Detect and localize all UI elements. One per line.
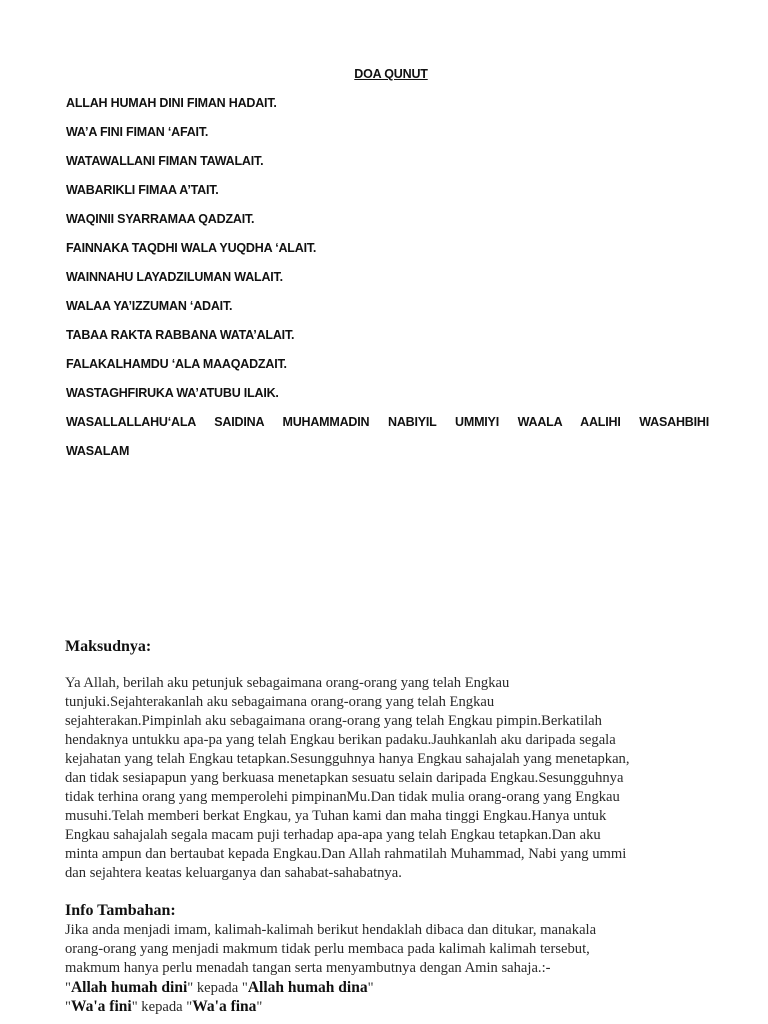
maksudnya-line: Ya Allah, berilah aku petunjuk sebagaimana orang-orang yang telah Engkau (65, 675, 510, 691)
swap-text: " (65, 980, 71, 996)
maksudnya-line: kejahatan yang telah Engkau tetapkan.Sesungguhnya hanya Engkau sahajalah yang menetapkan, (65, 751, 630, 767)
doa-line: WAQINII SYARRAMAA QADZAIT. (66, 212, 255, 226)
info-line: makmum hanya perlu menadah tangan serta menyambutnya dengan Amin sahaja.:- (65, 960, 551, 976)
doa-line: FAINNAKA TAQDHI WALA YUQDHA ‘ALAIT. (66, 241, 317, 255)
swap-text: " (65, 999, 71, 1015)
doa-line: FALAKALHAMDU ‘ALA MAAQADZAIT. (66, 357, 287, 371)
info-heading: Info Tambahan: (65, 902, 176, 919)
swap-text: " kepada " (131, 999, 193, 1015)
maksudnya-heading: Maksudnya: (65, 638, 152, 655)
swap-phrase: Wa'a fini (70, 998, 132, 1015)
doa-line: WASTAGHFIRUKA WA’ATUBU ILAIK. (66, 386, 279, 400)
swap-line (65, 979, 374, 997)
maksudnya-line: dan sejahtera keatas keluarganya dan sahabat-sahabatnya. (65, 865, 402, 881)
swap-line (65, 998, 262, 1016)
maksudnya-line: Engkau sahajalah segala macam puji terhadap apa-apa yang telah Engkau tetapkan.Dan aku (65, 827, 601, 843)
maksudnya-line: hendaknya untukku apa-pa yang telah Engkau berikan padaku.Jauhkanlah aku daripada segala (65, 732, 616, 748)
swap-phrase: Wa'a fina (192, 998, 257, 1015)
doa-line: WA’A FINI FIMAN ‘AFAIT. (66, 125, 209, 139)
swap-phrase: Allah humah dini (70, 979, 188, 996)
maksudnya-line: tidak terhina orang yang memperolehi pimpinanMu.Dan tidak mulia orang-orang yang Engkau (65, 789, 620, 805)
maksudnya-line: musuhi.Telah memberi berkat Engkau, ya Tuhan kami dan maha tinggi Engkau.Hanya untuk (65, 808, 607, 824)
doa-line: WATAWALLANI FIMAN TAWALAIT. (66, 154, 264, 168)
swap-phrase: Allah humah dina (247, 979, 368, 996)
info-line: Jika anda menjadi imam, kalimah-kalimah berikut hendaklah dibaca dan ditukar, manakala (65, 922, 597, 938)
doa-line: WASALAM (66, 444, 130, 458)
doa-line: TABAA RAKTA RABBANA WATA’ALAIT. (66, 328, 295, 342)
swap-text: " (256, 999, 263, 1015)
maksudnya-line: dan tidak sesiapapun yang berkuasa menetapkan sesuatu selain daripada Engkau.Sesungguhnya (65, 770, 624, 786)
maksudnya-line: minta ampun dan bertaubat kepada Engkau.Dan Allah rahmatilah Muhammad, Nabi yang ummi (65, 846, 627, 862)
doa-line: WAINNAHU LAYADZILUMAN WALAIT. (66, 270, 283, 284)
info-line: orang-orang yang menjadi makmum tidak perlu membaca pada kalimah kalimah tersebut, (65, 941, 590, 957)
maksudnya-line: tunjuki.Sejahterakanlah aku sebagaimana orang-orang yang telah Engkau (65, 694, 495, 710)
maksudnya-line: sejahterakan.Pimpinlah aku sebagaimana orang-orang yang telah Engkau pimpin.Berkatilah (65, 713, 602, 729)
swap-text: " kepada " (187, 980, 248, 996)
document-title: DOA QUNUT (354, 67, 428, 81)
doa-line: ALLAH HUMAH DINI FIMAN HADAIT. (66, 96, 277, 110)
doa-line: WASALLALLAHU‘ALA SAIDINA MUHAMMADIN NABIYIL UMMIYI WAALA AALIHI WASAHBIHI (66, 415, 709, 429)
doa-line: WABARIKLI FIMAA A’TAIT. (66, 183, 219, 197)
swap-text: " (367, 980, 374, 996)
doa-line: WALAA YA’IZZUMAN ‘ADAIT. (66, 299, 233, 313)
